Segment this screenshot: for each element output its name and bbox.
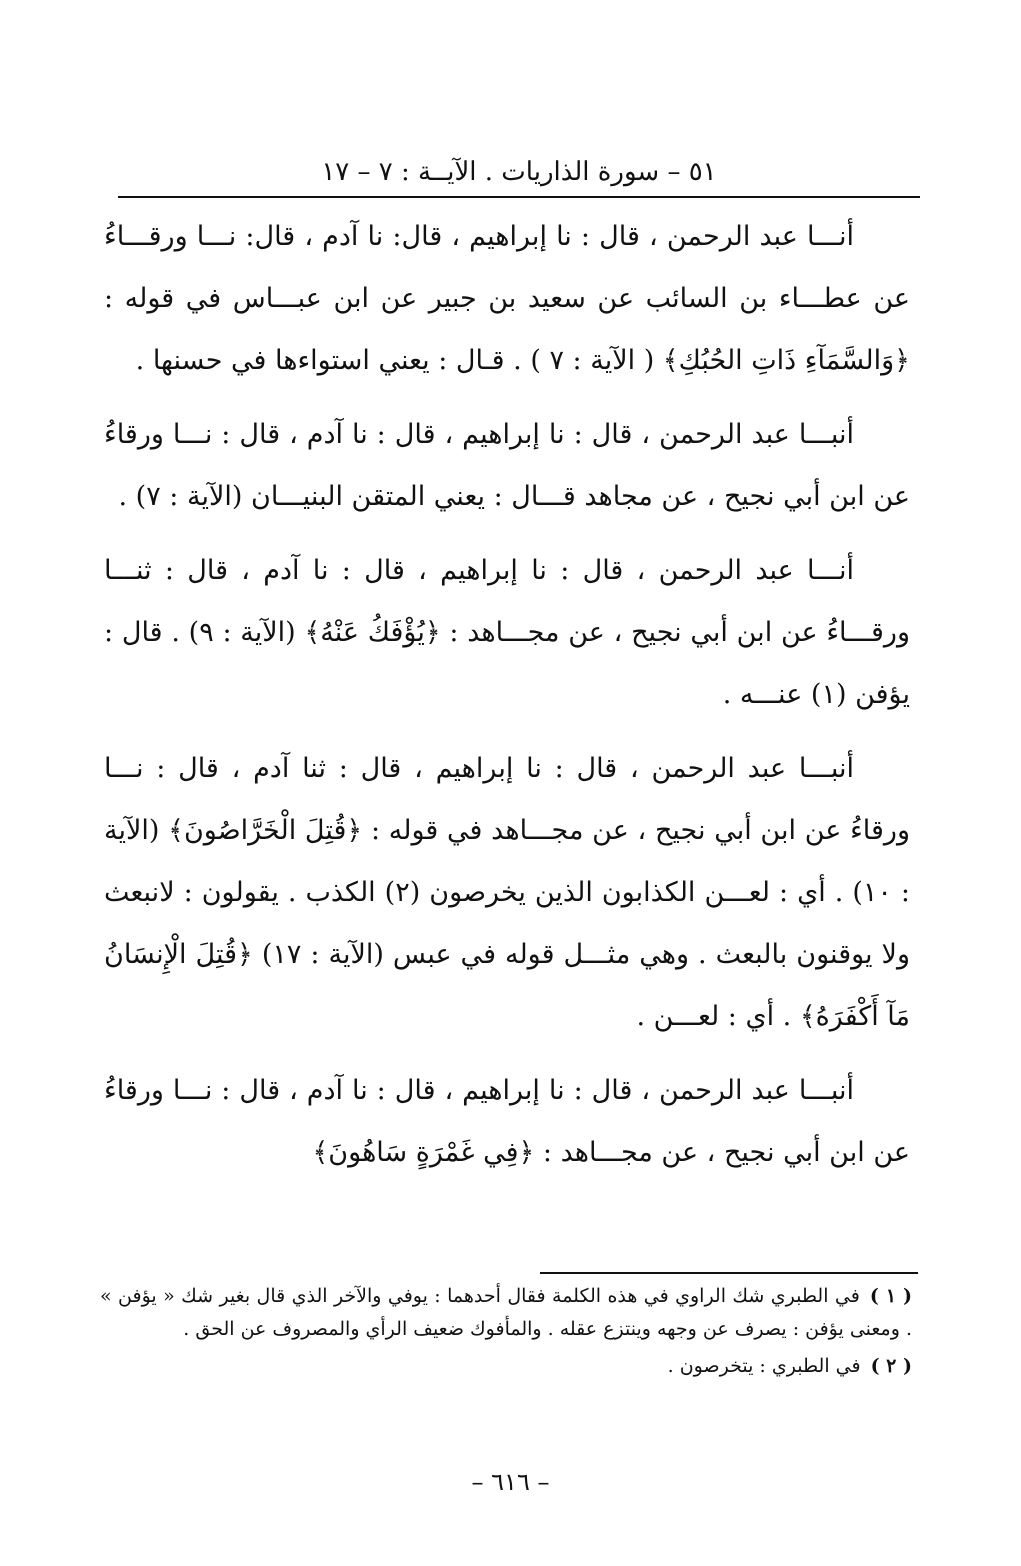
header-divider: [118, 196, 920, 198]
footnote-number: ( ١ ): [869, 1285, 913, 1307]
main-text: [104, 206, 910, 1184]
footnotes: [100, 1280, 912, 1387]
paragraph: أنبـــا عبد الرحمن ، قال : نا إبراهيم ، قال : ثنا آدم ، قال : نـــا ورقاءُ عن ابن أبي نجيح ، عن مجـــاهد في قوله : ﴿قُتِلَ الْخَرَّاصُونَ﴾ (الآية : ١٠) . أي : لعـــن الكذابون الذين يخرصون (٢) الكذب . يقولون : لانبعث ولا يوقنون بالبعث . وهي مثـــل قوله في عبس (الآية : ١٧) ﴿قُتِلَ الْإِنسَانُ مَآ أَكْفَرَهُ﴾ . أي : لعـــن .: [104, 753, 910, 1032]
paragraph: أنبـــا عبد الرحمن ، قال : نا إبراهيم ، قال : نا آدم ، قال : نـــا ورقاءُ عن ابن أبي نجيح ، عن مجـــاهد : ﴿فِي غَمْرَةٍ سَاهُونَ﴾: [104, 1075, 910, 1168]
paragraph: أنبـــا عبد الرحمن ، قال : نا إبراهيم ، قال : نا آدم ، قال : نـــا ورقاءُ عن ابن أبي نجيح ، عن مجاهد قـــال : يعني المتقن البنيـــان (الآية : ٧) .: [104, 419, 910, 512]
page-number: – ٦١٦ –: [471, 1468, 550, 1496]
footnote-number: ( ٢ ): [870, 1355, 912, 1377]
footnote-text: في الطبري شك الراوي في هذه الكلمة فقال أحدهما : يوفي والآخر الذي قال بغير شك « يؤفن » . ومعنى يؤفن : يصرف عن وجهه وينتزع عقله . والمأفوك ضعيف الرأي والمصروف عن الحق .: [100, 1285, 912, 1340]
footnote: [100, 1350, 912, 1383]
running-header: ٥١ – سورة الذاريات . الآيــة : ٧ – ١٧: [321, 157, 717, 187]
paragraph: أنـــا عبد الرحمن ، قال : نا إبراهيم ، قال : نا آدم ، قال : ثنـــا ورقـــاءُ عن ابن أبي نجيح ، عن مجـــاهد : ﴿يُؤْفَكُ عَنْهُ﴾ (الآية : ٩) . قال : يؤفن (١) عنـــه .: [104, 555, 910, 710]
paragraph: أنـــا عبد الرحمن ، قال : نا إبراهيم ، قال: نا آدم ، قال: نـــا ورقـــاءُ عن عطـــاء بن السائب عن سعيد بن جبير عن ابن عبـــاس في قوله : ﴿وَالسَّمَآءِ ذَاتِ الحُبُكِ﴾ ( الآية : ٧ ) . قـال : يعني استواءها في حسنها .: [104, 221, 910, 376]
footnote-text: في الطبري : يتخرصون .: [667, 1355, 861, 1377]
footnote-divider: [540, 1272, 918, 1274]
footnote: [100, 1280, 912, 1346]
